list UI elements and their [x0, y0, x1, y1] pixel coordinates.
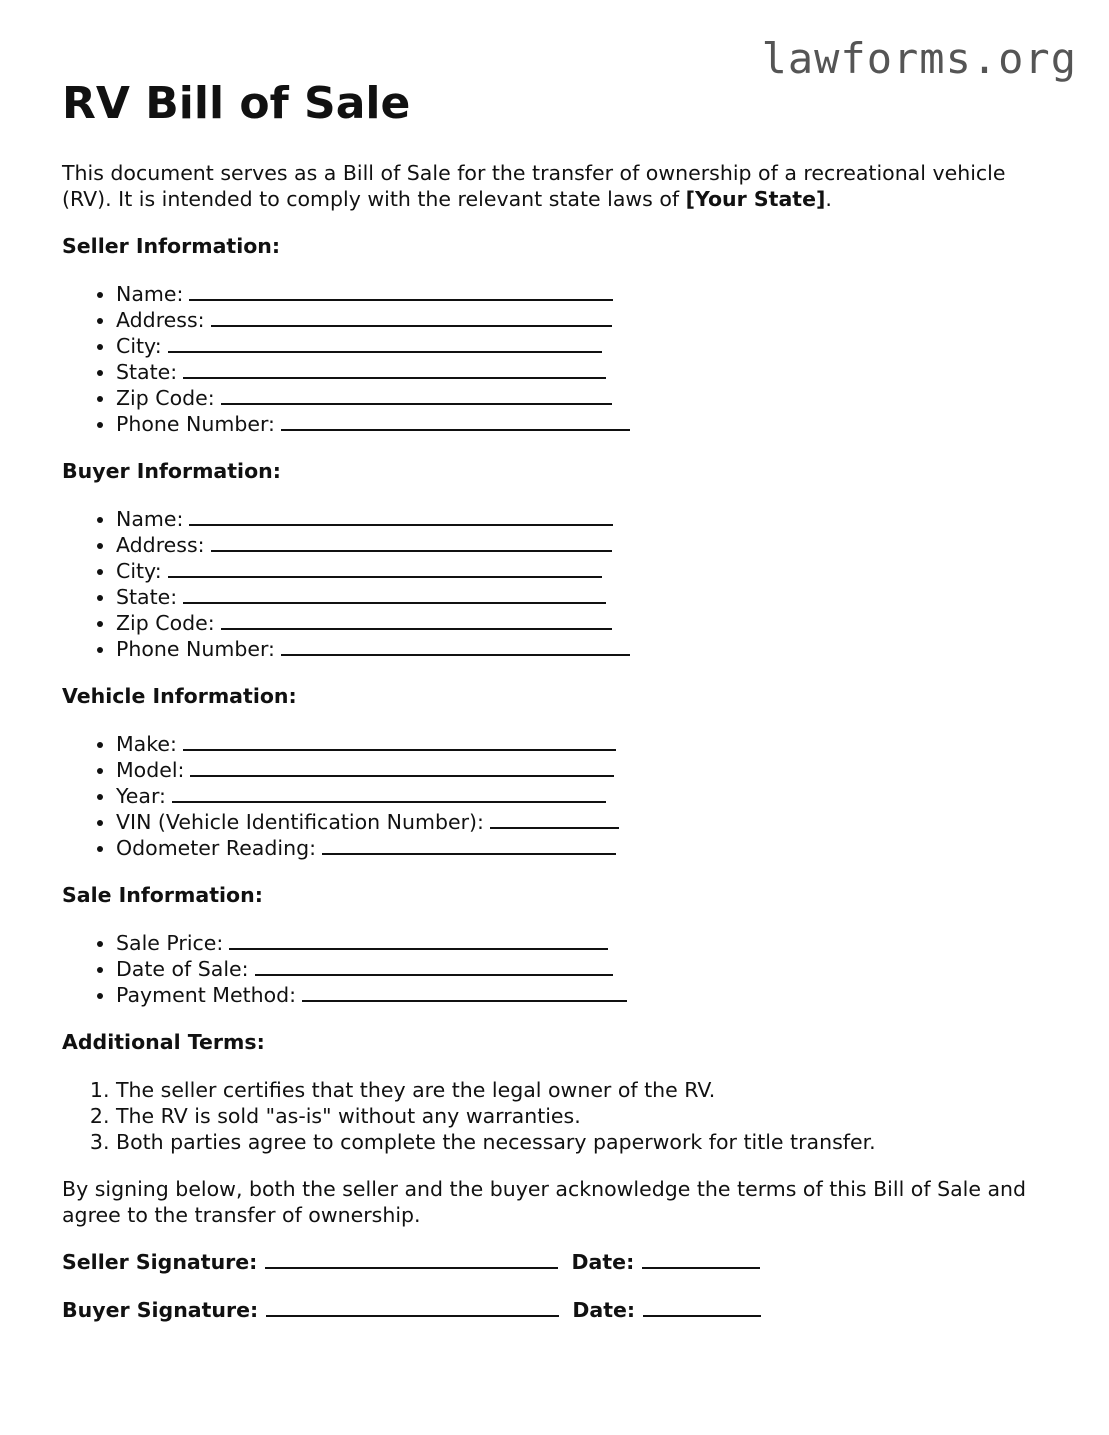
watermark: lawforms.org	[761, 34, 1077, 83]
buyer-name-field[interactable]	[116, 506, 1052, 532]
buyer-city-field[interactable]	[116, 558, 1052, 584]
blank-line[interactable]	[168, 558, 602, 578]
blank-line[interactable]	[221, 385, 612, 405]
field-label: Phone Number:	[116, 637, 275, 661]
seller-fields	[62, 281, 1052, 437]
field-label: Phone Number:	[116, 412, 275, 436]
field-label: City:	[116, 334, 162, 358]
field-label: Address:	[116, 308, 205, 332]
buyer-signature-blank[interactable]	[266, 1297, 559, 1317]
blank-line[interactable]	[189, 281, 613, 301]
term-item: 3. Both parties agree to complete the necessary paperwork for title transfer.	[116, 1129, 1052, 1155]
blank-line[interactable]	[168, 333, 602, 353]
seller-signature-blank[interactable]	[265, 1249, 558, 1269]
sale-fields	[62, 930, 1052, 1008]
field-label: Address:	[116, 533, 205, 557]
field-label: Zip Code:	[116, 386, 215, 410]
vehicle-year-field[interactable]	[116, 783, 1052, 809]
seller-signature-label: Seller Signature:	[62, 1250, 258, 1274]
seller-heading: Seller Information:	[62, 234, 281, 258]
field-label: State:	[116, 585, 178, 609]
blank-line[interactable]	[211, 532, 612, 552]
buyer-zip-field[interactable]	[116, 610, 1052, 636]
blank-line[interactable]	[189, 506, 613, 526]
document-page	[62, 78, 1052, 1345]
intro-paragraph	[62, 160, 1052, 212]
vehicle-model-field[interactable]	[116, 757, 1052, 783]
buyer-address-field[interactable]	[116, 532, 1052, 558]
blank-line[interactable]	[490, 809, 619, 829]
field-label: Make:	[116, 732, 177, 756]
intro-end: .	[825, 187, 832, 211]
buyer-phone-field[interactable]	[116, 636, 1052, 662]
closing-paragraph: By signing below, both the seller and the buyer acknowledge the terms of this Bill of Sale and agree to the transfer of ownership.	[62, 1177, 1027, 1227]
blank-line[interactable]	[302, 982, 627, 1002]
blank-line[interactable]	[183, 731, 616, 751]
blank-line[interactable]	[221, 610, 612, 630]
field-label: Model:	[116, 758, 185, 782]
seller-date-label: Date:	[571, 1250, 635, 1274]
field-label: Date of Sale:	[116, 957, 249, 981]
blank-line[interactable]	[281, 411, 630, 431]
vehicle-fields	[62, 731, 1052, 861]
seller-phone-field[interactable]	[116, 411, 1052, 437]
vehicle-heading: Vehicle Information:	[62, 684, 297, 708]
field-label: City:	[116, 559, 162, 583]
buyer-heading: Buyer Information:	[62, 459, 281, 483]
intro-state-placeholder: [Your State]	[685, 187, 826, 211]
field-label: Name:	[116, 507, 184, 531]
field-label: VIN (Vehicle Identification Number):	[116, 810, 484, 834]
term-item: 1. The seller certifies that they are the legal owner of the RV.	[116, 1077, 1052, 1103]
seller-signature-line	[62, 1249, 1052, 1275]
buyer-date-blank[interactable]	[643, 1297, 761, 1317]
vehicle-make-field[interactable]	[116, 731, 1052, 757]
field-label: Payment Method:	[116, 983, 297, 1007]
blank-line[interactable]	[281, 636, 630, 656]
blank-line[interactable]	[255, 956, 613, 976]
terms-list	[62, 1077, 1052, 1155]
buyer-signature-line	[62, 1297, 1052, 1323]
field-label: Year:	[116, 784, 166, 808]
field-label: Name:	[116, 282, 184, 306]
seller-state-field[interactable]	[116, 359, 1052, 385]
sale-date-field[interactable]	[116, 956, 1052, 982]
seller-address-field[interactable]	[116, 307, 1052, 333]
sale-price-field[interactable]	[116, 930, 1052, 956]
page-title: RV Bill of Sale	[62, 78, 411, 129]
blank-line[interactable]	[183, 584, 606, 604]
intro-text: This document serves as a Bill of Sale for the transfer of ownership of a recreational vehicle (RV). It is intended to comply with the relevant state laws of	[62, 161, 1006, 211]
buyer-date-label: Date:	[572, 1298, 636, 1322]
blank-line[interactable]	[172, 783, 606, 803]
field-label: Sale Price:	[116, 931, 224, 955]
blank-line[interactable]	[322, 835, 616, 855]
blank-line[interactable]	[183, 359, 606, 379]
buyer-signature-label: Buyer Signature:	[62, 1298, 259, 1322]
sale-heading: Sale Information:	[62, 883, 263, 907]
buyer-state-field[interactable]	[116, 584, 1052, 610]
field-label: State:	[116, 360, 178, 384]
term-item: 2. The RV is sold "as-is" without any warranties.	[116, 1103, 1052, 1129]
blank-line[interactable]	[229, 930, 608, 950]
buyer-fields	[62, 506, 1052, 662]
seller-zip-field[interactable]	[116, 385, 1052, 411]
vehicle-vin-field[interactable]	[116, 809, 1052, 835]
vehicle-odometer-field[interactable]	[116, 835, 1052, 861]
terms-heading: Additional Terms:	[62, 1030, 265, 1054]
blank-line[interactable]	[190, 757, 614, 777]
payment-method-field[interactable]	[116, 982, 1052, 1008]
seller-name-field[interactable]	[116, 281, 1052, 307]
seller-city-field[interactable]	[116, 333, 1052, 359]
field-label: Odometer Reading:	[116, 836, 316, 860]
blank-line[interactable]	[211, 307, 612, 327]
field-label: Zip Code:	[116, 611, 215, 635]
seller-date-blank[interactable]	[642, 1249, 760, 1269]
